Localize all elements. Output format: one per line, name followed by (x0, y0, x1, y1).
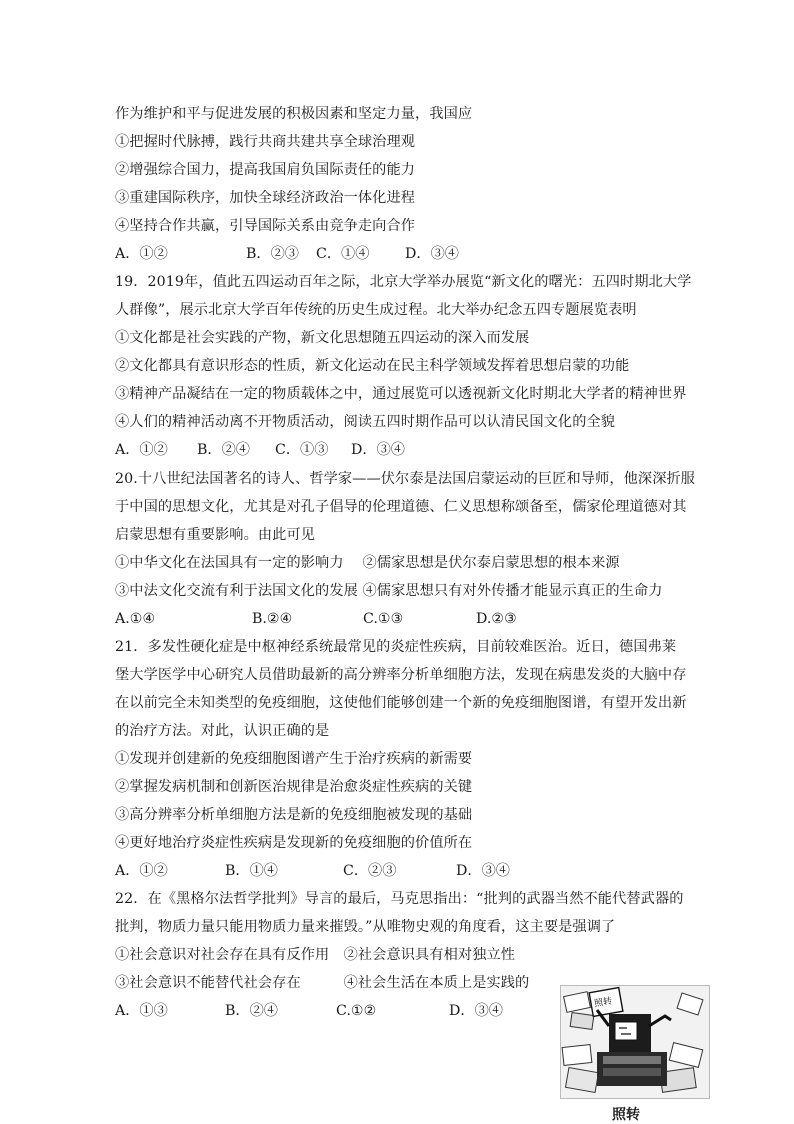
q22-items-row-2: ③社会意识不能替代社会存在 ④社会生活在本质上是实践的 (115, 975, 530, 991)
q22-option-b: B．②④ (225, 1003, 278, 1019)
q21-option-a: A．①② (115, 863, 168, 879)
q19-item-2: ②文化都具有意识形态的性质，新文化运动在民主科学领域发挥着思想启蒙的功能 (115, 358, 630, 374)
q20-items-row-1: ①中华文化在法国具有一定的影响力 ②儒家思想是伏尔泰启蒙思想的根本来源 (115, 555, 620, 571)
q20-option-c: C.①③ (363, 611, 404, 627)
cartoon-sign-text: 照转 (593, 996, 614, 1010)
cartoon-drawing (561, 986, 709, 1098)
q22-items-row-1: ①社会意识对社会存在具有反作用 ②社会意识具有相对独立性 (115, 947, 516, 963)
q22-option-c: C.①② (336, 1003, 377, 1019)
q20-stem-line-2: 于中国的思想文化，尤其是对孔子倡导的伦理道德、仁义思想称颂备至，儒家伦理道德对其 (115, 499, 687, 515)
q18-option-a: A．①② (115, 246, 168, 262)
q21-item-2: ②掌握发病机制和创新医治规律是治愈炎症性疾病的关键 (115, 779, 473, 795)
q22-stem-line-2: 批判，物质力量只能用物质力量来摧毁。”从唯物史观的角度看，这主要是强调了 (115, 919, 616, 935)
q21-stem-line-1: 21．多发性硬化症是中枢神经系统最常见的炎症性疾病，目前较难医治。近日，德国弗莱 (115, 639, 677, 655)
q21-stem-line-2: 堡大学医学中心研究人员借助最新的高分辨率分析单细胞方法，发现在病患发炎的大脑中存 (115, 667, 687, 683)
q20-stem-line-3: 启蒙思想有重要影响。由此可见 (115, 527, 316, 543)
q18-item-2: ②增强综合国力，提高我国肩负国际责任的能力 (115, 162, 416, 178)
q18-option-c: C．①④ (316, 246, 370, 262)
q21-item-1: ①发现并创建新的免疫细胞图谱产生于治疗疾病的新需要 (115, 751, 473, 767)
q18-option-d: D．③④ (405, 246, 459, 262)
cartoon-caption: 照转 (612, 1107, 640, 1123)
q19-option-d: D．③④ (351, 442, 405, 458)
q19-option-b: B．②④ (197, 442, 250, 458)
q19-item-4: ④人们的精神活动离不开物质活动，阅读五四时期作品可以认清民国文化的全貌 (115, 414, 616, 430)
q20-items-row-2: ③中法文化交流有利于法国文化的发展 ④儒家思想只有对外传播才能显示真正的生命力 (115, 583, 663, 599)
q21-stem-line-4: 的治疗方法。对此，认识正确的是 (115, 723, 330, 739)
q19-item-1: ①文化都是社会实践的产物，新文化思想随五四运动的深入而发展 (115, 330, 530, 346)
q22-stem-line-1: 22．在《黑格尔法哲学批判》导言的最后，马克思指出：“批判的武器当然不能代替武器的 (115, 891, 684, 907)
q20-option-b: B.②④ (252, 611, 293, 627)
q21-stem-line-3: 在以前完全未知类型的免疫细胞，这使他们能够创建一个新的免疫细胞图谱，有望开发出新 (115, 695, 687, 711)
q18-item-3: ③重建国际秩序，加快全球经济政治一体化进程 (115, 190, 416, 206)
cartoon-image (560, 985, 710, 1099)
q21-item-4: ④更好地治疗炎症性疾病是发现新的免疫细胞的价值所在 (115, 835, 473, 851)
q21-option-b: B．①④ (225, 863, 278, 879)
q18-option-b: B．②③ (246, 246, 299, 262)
q21-option-c: C．②③ (343, 863, 397, 879)
q21-item-3: ③高分辨率分析单细胞方法是新的免疫细胞被发现的基础 (115, 807, 473, 823)
q19-option-a: A．①② (115, 442, 168, 458)
q22-option-a: A．①③ (115, 1003, 168, 1019)
q18-item-1: ①把握时代脉搏，践行共商共建共享全球治理观 (115, 134, 416, 150)
q19-stem-line-2: 人群像”，展示北京大学百年传统的历史生成过程。北大举办纪念五四专题展览表明 (115, 302, 637, 318)
q19-option-c: C．①③ (275, 442, 329, 458)
q18-stem: 作为维护和平与促进发展的积极因素和坚定力量，我国应 (115, 106, 473, 122)
q21-option-d: D．③④ (456, 863, 510, 879)
q22-option-d: D．③④ (449, 1003, 503, 1019)
q19-item-3: ③精神产品凝结在一定的物质载体之中，通过展览可以透视新文化时期北大学者的精神世界 (115, 386, 687, 402)
q20-stem-line-1: 20.十八世纪法国著名的诗人、哲学家——伏尔泰是法国启蒙运动的巨匠和导师，他深深折服 (115, 471, 696, 487)
q18-item-4: ④坚持合作共赢，引导国际关系由竞争走向合作 (115, 218, 416, 234)
q20-option-d: D.②③ (476, 611, 517, 627)
q20-option-a: A.①④ (115, 611, 156, 627)
q19-stem-line-1: 19．2019年，值此五四运动百年之际，北京大学举办展览“新文化的曙光：五四时期北大学 (115, 274, 692, 290)
